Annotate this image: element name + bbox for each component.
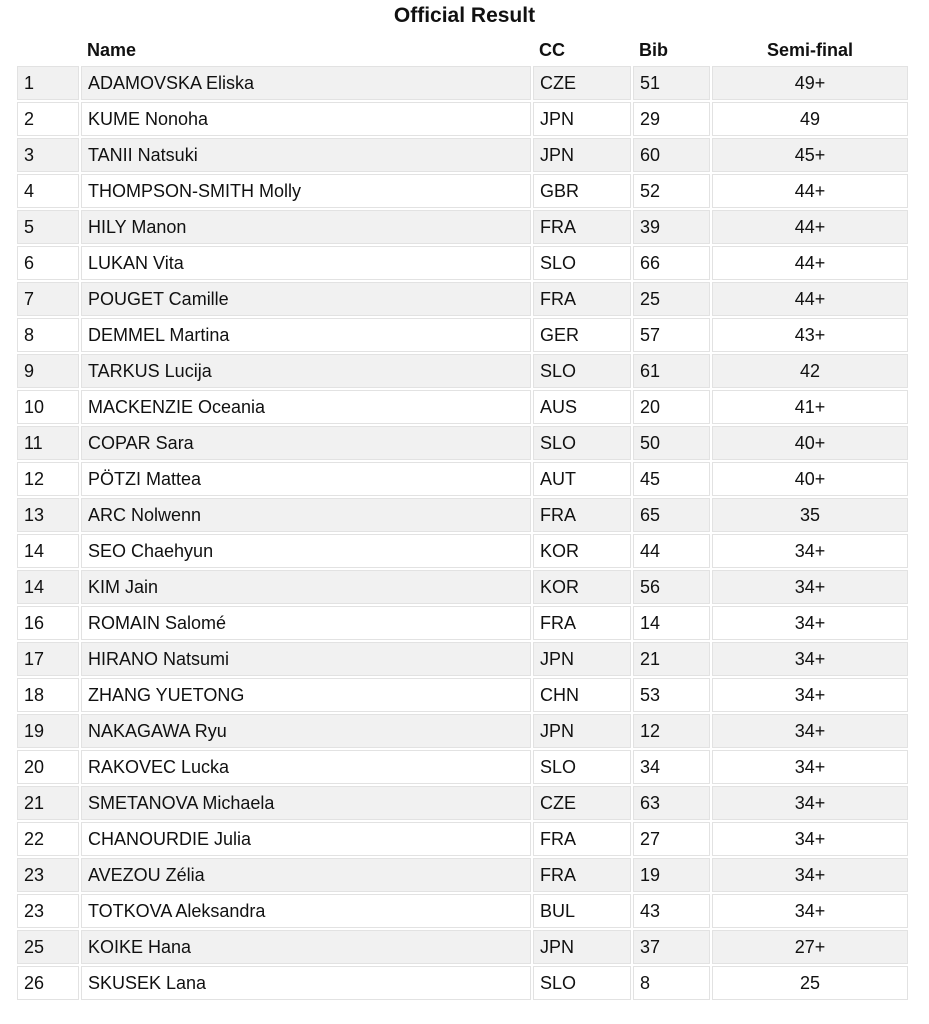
table-row xyxy=(17,174,908,208)
cell-semi-final: 40+ xyxy=(712,426,908,460)
cell-rank: 12 xyxy=(17,462,79,496)
cell-rank: 17 xyxy=(17,642,79,676)
table-row xyxy=(17,534,908,568)
header-semi-final: Semi-final xyxy=(712,36,908,64)
cell-cc: KOR xyxy=(533,570,631,604)
cell-semi-final: 25 xyxy=(712,966,908,1000)
cell-cc: FRA xyxy=(533,606,631,640)
cell-rank: 14 xyxy=(17,534,79,568)
cell-semi-final: 34+ xyxy=(712,606,908,640)
results-table xyxy=(15,34,910,1002)
cell-cc: JPN xyxy=(533,930,631,964)
cell-cc: CZE xyxy=(533,66,631,100)
cell-bib: 63 xyxy=(633,786,710,820)
cell-cc: BUL xyxy=(533,894,631,928)
table-row xyxy=(17,786,908,820)
cell-rank: 4 xyxy=(17,174,79,208)
cell-bib: 37 xyxy=(633,930,710,964)
cell-rank: 22 xyxy=(17,822,79,856)
cell-bib: 66 xyxy=(633,246,710,280)
table-row xyxy=(17,102,908,136)
cell-cc: GER xyxy=(533,318,631,352)
cell-name: THOMPSON-SMITH Molly xyxy=(81,174,531,208)
cell-cc: AUT xyxy=(533,462,631,496)
cell-cc: FRA xyxy=(533,858,631,892)
cell-semi-final: 34+ xyxy=(712,786,908,820)
table-row xyxy=(17,426,908,460)
cell-rank: 19 xyxy=(17,714,79,748)
cell-bib: 43 xyxy=(633,894,710,928)
cell-rank: 26 xyxy=(17,966,79,1000)
cell-name: NAKAGAWA Ryu xyxy=(81,714,531,748)
cell-cc: SLO xyxy=(533,426,631,460)
cell-name: ADAMOVSKA Eliska xyxy=(81,66,531,100)
cell-rank: 23 xyxy=(17,858,79,892)
cell-semi-final: 41+ xyxy=(712,390,908,424)
cell-semi-final: 42 xyxy=(712,354,908,388)
table-row xyxy=(17,498,908,532)
cell-semi-final: 34+ xyxy=(712,894,908,928)
cell-cc: FRA xyxy=(533,822,631,856)
cell-cc: SLO xyxy=(533,966,631,1000)
cell-rank: 25 xyxy=(17,930,79,964)
table-row xyxy=(17,894,908,928)
cell-rank: 14 xyxy=(17,570,79,604)
cell-rank: 7 xyxy=(17,282,79,316)
table-row xyxy=(17,858,908,892)
cell-rank: 16 xyxy=(17,606,79,640)
cell-semi-final: 45+ xyxy=(712,138,908,172)
cell-bib: 25 xyxy=(633,282,710,316)
cell-semi-final: 34+ xyxy=(712,642,908,676)
cell-name: POUGET Camille xyxy=(81,282,531,316)
cell-name: SMETANOVA Michaela xyxy=(81,786,531,820)
cell-cc: SLO xyxy=(533,750,631,784)
cell-cc: AUS xyxy=(533,390,631,424)
cell-semi-final: 44+ xyxy=(712,210,908,244)
cell-semi-final: 34+ xyxy=(712,714,908,748)
cell-name: ARC Nolwenn xyxy=(81,498,531,532)
cell-rank: 6 xyxy=(17,246,79,280)
cell-name: TARKUS Lucija xyxy=(81,354,531,388)
header-bib: Bib xyxy=(633,36,710,64)
cell-bib: 50 xyxy=(633,426,710,460)
cell-cc: JPN xyxy=(533,714,631,748)
table-row xyxy=(17,570,908,604)
cell-semi-final: 44+ xyxy=(712,282,908,316)
table-row xyxy=(17,390,908,424)
cell-semi-final: 34+ xyxy=(712,858,908,892)
cell-semi-final: 44+ xyxy=(712,174,908,208)
cell-name: DEMMEL Martina xyxy=(81,318,531,352)
cell-name: CHANOURDIE Julia xyxy=(81,822,531,856)
table-row xyxy=(17,750,908,784)
table-row xyxy=(17,822,908,856)
cell-name: ZHANG YUETONG xyxy=(81,678,531,712)
cell-name: LUKAN Vita xyxy=(81,246,531,280)
cell-bib: 65 xyxy=(633,498,710,532)
cell-bib: 45 xyxy=(633,462,710,496)
cell-cc: JPN xyxy=(533,642,631,676)
cell-semi-final: 34+ xyxy=(712,678,908,712)
table-row xyxy=(17,714,908,748)
cell-semi-final: 35 xyxy=(712,498,908,532)
cell-cc: JPN xyxy=(533,138,631,172)
cell-bib: 8 xyxy=(633,966,710,1000)
table-row xyxy=(17,138,908,172)
cell-rank: 18 xyxy=(17,678,79,712)
cell-rank: 11 xyxy=(17,426,79,460)
cell-semi-final: 49 xyxy=(712,102,908,136)
table-row xyxy=(17,66,908,100)
cell-rank: 1 xyxy=(17,66,79,100)
cell-name: ROMAIN Salomé xyxy=(81,606,531,640)
cell-bib: 60 xyxy=(633,138,710,172)
cell-bib: 39 xyxy=(633,210,710,244)
cell-bib: 51 xyxy=(633,66,710,100)
cell-name: PÖTZI Mattea xyxy=(81,462,531,496)
cell-rank: 2 xyxy=(17,102,79,136)
table-row xyxy=(17,678,908,712)
cell-bib: 14 xyxy=(633,606,710,640)
cell-bib: 21 xyxy=(633,642,710,676)
cell-bib: 19 xyxy=(633,858,710,892)
header-cc: CC xyxy=(533,36,631,64)
cell-bib: 53 xyxy=(633,678,710,712)
cell-cc: FRA xyxy=(533,282,631,316)
cell-name: KUME Nonoha xyxy=(81,102,531,136)
cell-bib: 29 xyxy=(633,102,710,136)
cell-name: KIM Jain xyxy=(81,570,531,604)
cell-bib: 12 xyxy=(633,714,710,748)
cell-name: TOTKOVA Aleksandra xyxy=(81,894,531,928)
header-name: Name xyxy=(81,36,531,64)
cell-cc: CHN xyxy=(533,678,631,712)
table-row xyxy=(17,318,908,352)
cell-rank: 10 xyxy=(17,390,79,424)
cell-semi-final: 34+ xyxy=(712,534,908,568)
cell-cc: CZE xyxy=(533,786,631,820)
cell-rank: 21 xyxy=(17,786,79,820)
cell-name: AVEZOU Zélia xyxy=(81,858,531,892)
table-row xyxy=(17,210,908,244)
cell-name: KOIKE Hana xyxy=(81,930,531,964)
cell-semi-final: 27+ xyxy=(712,930,908,964)
cell-rank: 13 xyxy=(17,498,79,532)
cell-rank: 20 xyxy=(17,750,79,784)
cell-cc: SLO xyxy=(533,246,631,280)
cell-semi-final: 34+ xyxy=(712,822,908,856)
table-header-row xyxy=(17,36,908,64)
cell-semi-final: 49+ xyxy=(712,66,908,100)
cell-rank: 23 xyxy=(17,894,79,928)
cell-cc: SLO xyxy=(533,354,631,388)
cell-name: RAKOVEC Lucka xyxy=(81,750,531,784)
table-row xyxy=(17,966,908,1000)
cell-cc: GBR xyxy=(533,174,631,208)
cell-bib: 27 xyxy=(633,822,710,856)
cell-name: MACKENZIE Oceania xyxy=(81,390,531,424)
cell-bib: 20 xyxy=(633,390,710,424)
cell-rank: 9 xyxy=(17,354,79,388)
results-body xyxy=(17,66,908,1000)
cell-cc: FRA xyxy=(533,210,631,244)
table-row xyxy=(17,462,908,496)
cell-name: TANII Natsuki xyxy=(81,138,531,172)
cell-cc: FRA xyxy=(533,498,631,532)
cell-semi-final: 34+ xyxy=(712,570,908,604)
cell-semi-final: 34+ xyxy=(712,750,908,784)
cell-bib: 52 xyxy=(633,174,710,208)
cell-name: COPAR Sara xyxy=(81,426,531,460)
cell-bib: 61 xyxy=(633,354,710,388)
cell-name: HIRANO Natsumi xyxy=(81,642,531,676)
cell-cc: JPN xyxy=(533,102,631,136)
cell-cc: KOR xyxy=(533,534,631,568)
cell-rank: 8 xyxy=(17,318,79,352)
page-title: Official Result xyxy=(393,4,536,27)
cell-name: SEO Chaehyun xyxy=(81,534,531,568)
cell-rank: 3 xyxy=(17,138,79,172)
cell-semi-final: 40+ xyxy=(712,462,908,496)
cell-semi-final: 43+ xyxy=(712,318,908,352)
cell-bib: 34 xyxy=(633,750,710,784)
cell-name: SKUSEK Lana xyxy=(81,966,531,1000)
cell-name: HILY Manon xyxy=(81,210,531,244)
table-row xyxy=(17,282,908,316)
table-row xyxy=(17,606,908,640)
cell-bib: 56 xyxy=(633,570,710,604)
cell-rank: 5 xyxy=(17,210,79,244)
cell-bib: 44 xyxy=(633,534,710,568)
table-row xyxy=(17,246,908,280)
header-rank xyxy=(17,36,79,64)
table-row xyxy=(17,642,908,676)
table-row xyxy=(17,930,908,964)
cell-semi-final: 44+ xyxy=(712,246,908,280)
table-row xyxy=(17,354,908,388)
cell-bib: 57 xyxy=(633,318,710,352)
